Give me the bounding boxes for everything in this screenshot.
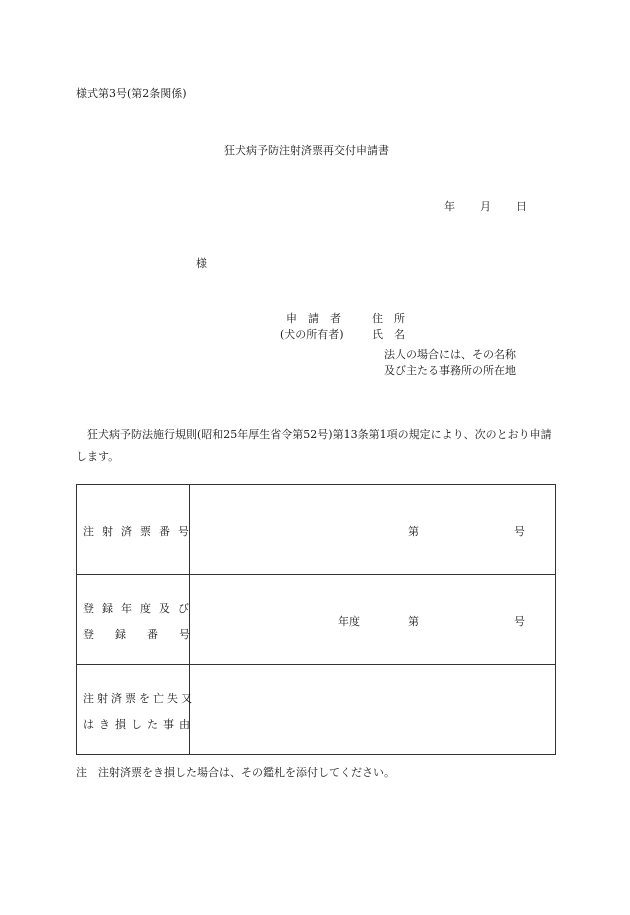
row-label: 注射済票を亡失又 bbox=[83, 692, 195, 705]
corporation-note-line2: 及び主たる事務所の所在地 bbox=[384, 364, 516, 377]
form-number: 様式第3号(第2条関係) bbox=[76, 87, 187, 100]
date-month-label: 月 bbox=[480, 200, 491, 213]
dai-label: 第 bbox=[408, 525, 419, 538]
fiscal-year-label: 年度 bbox=[338, 615, 360, 628]
value-cell-tag-number[interactable] bbox=[190, 485, 556, 575]
application-table bbox=[76, 484, 556, 755]
dai-label: 第 bbox=[408, 615, 419, 628]
table-row bbox=[77, 575, 556, 665]
address-label: 住所 bbox=[372, 312, 416, 325]
label-cell-tag-number bbox=[77, 485, 197, 575]
label-cell-reason bbox=[77, 665, 195, 755]
table-row bbox=[77, 665, 556, 755]
table-row bbox=[77, 485, 556, 575]
corporation-note-line1: 法人の場合には、その名称 bbox=[384, 348, 516, 361]
row-label: 注射済票番号 bbox=[83, 525, 197, 538]
value-cell-reason[interactable] bbox=[190, 665, 556, 755]
applicant-label: 申請者 bbox=[286, 312, 352, 325]
footnote: 注 注射済票をき損した場合は、その鑑札を添付してください。 bbox=[76, 766, 395, 779]
go-label: 号 bbox=[514, 525, 525, 538]
value-cell-registration[interactable] bbox=[190, 575, 556, 665]
document-title: 狂犬病予防注射済票再交付申請書 bbox=[224, 144, 389, 157]
owner-label: (犬の所有者) bbox=[280, 328, 344, 341]
date-year-label: 年 bbox=[444, 200, 455, 213]
application-statement: 狂犬病予防法施行規則(昭和25年厚生省令第52号)第13条第1項の規定により、次のとおり申請します。 bbox=[76, 428, 552, 463]
go-label: 号 bbox=[514, 615, 525, 628]
name-label: 氏名 bbox=[372, 328, 416, 341]
addressee-suffix: 様 bbox=[196, 257, 207, 270]
row-label: 登録年度及び bbox=[83, 602, 197, 615]
label-cell-registration bbox=[77, 575, 211, 665]
row-label: はき損した事由 bbox=[83, 718, 195, 731]
row-label: 登録番号 bbox=[83, 628, 211, 641]
date-day-label: 日 bbox=[516, 200, 527, 213]
